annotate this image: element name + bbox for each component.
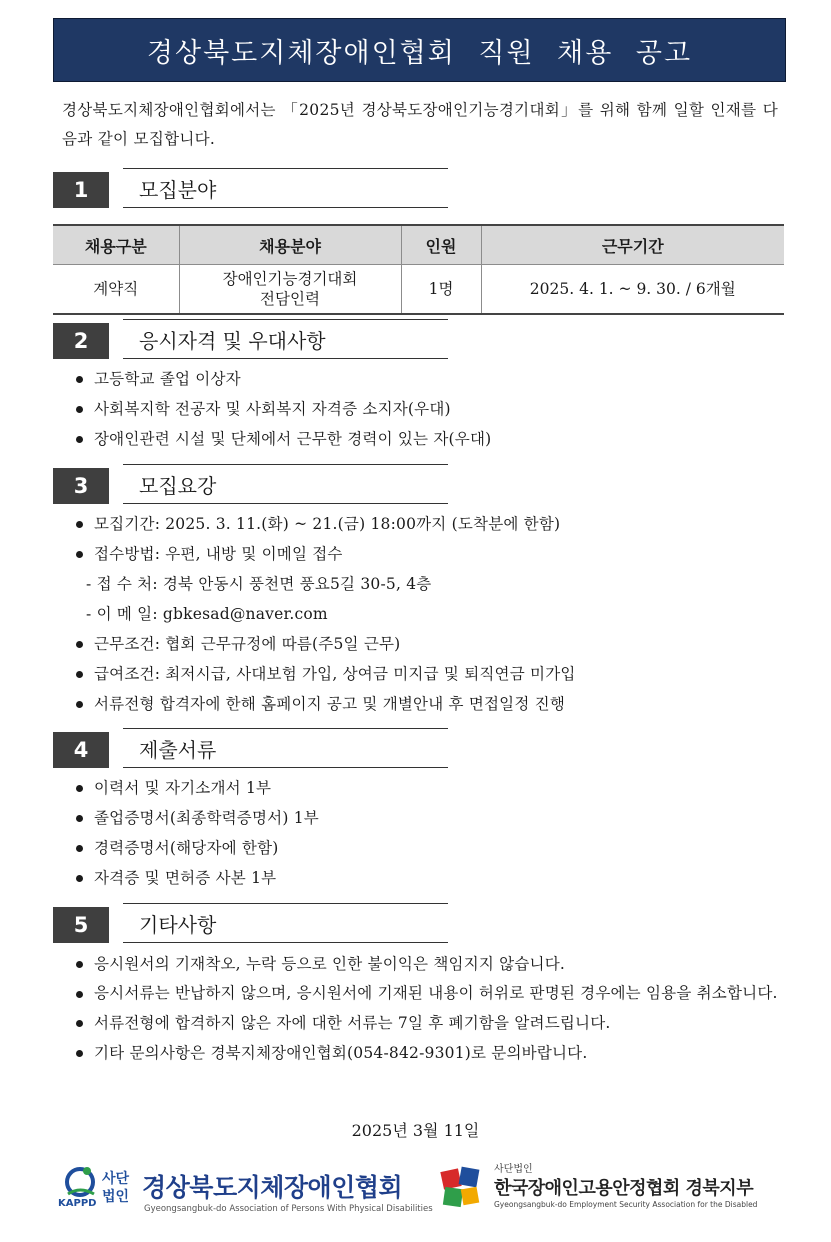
table-header-row bbox=[53, 225, 784, 265]
qualification-list bbox=[72, 364, 782, 454]
list-item: 근무조건: 협회 근무규정에 따름(주5일 근무) bbox=[72, 629, 782, 659]
logo-name: 경상북도지체장애인협회 bbox=[142, 1173, 403, 1202]
section-title: 제출서류 bbox=[123, 728, 448, 768]
cell-count: 1명 bbox=[401, 265, 481, 315]
page-title: 경상북도지체장애인협회 직원 채용 공고 bbox=[53, 18, 786, 82]
table-row bbox=[53, 265, 784, 315]
section-number: 1 bbox=[53, 172, 109, 208]
section-5-header bbox=[53, 907, 453, 943]
section-title: 모집요강 bbox=[123, 464, 448, 504]
list-item: 응시원서의 기재착오, 누락 등으로 인한 불이익은 책임지지 않습니다. bbox=[72, 949, 782, 979]
section-2-header bbox=[53, 323, 453, 359]
cell-type: 계약직 bbox=[53, 265, 179, 315]
list-item: 장애인관련 시설 및 단체에서 근무한 경력이 있는 자(우대) bbox=[72, 424, 782, 454]
list-item: 기타 문의사항은 경북지체장애인협회(054-842-9301)로 문의바랍니다. bbox=[72, 1038, 782, 1068]
logo-prefix: 사단법인 bbox=[494, 1164, 533, 1175]
section-3-header bbox=[53, 468, 453, 504]
logo-prefix bbox=[102, 1170, 129, 1206]
guideline-list bbox=[72, 509, 782, 719]
puzzle-emblem-icon bbox=[438, 1160, 486, 1214]
employment-association-logo bbox=[438, 1158, 778, 1220]
list-item: 서류전형에 합격하지 않은 자에 대한 서류는 7일 후 폐기함을 알려드립니다. bbox=[72, 1008, 782, 1038]
list-item: 모집기간: 2025. 3. 11.(화) ~ 21.(금) 18:00까지 (도착분에 한함) bbox=[72, 509, 782, 539]
section-number: 5 bbox=[53, 907, 109, 943]
cell-field bbox=[179, 265, 401, 315]
logo-name: 한국장애인고용안정협회 경북지부 bbox=[494, 1178, 754, 1199]
logo-english: Gyeongsangbuk-do Association of Persons With Physical Disabilities bbox=[144, 1204, 433, 1214]
recruit-table bbox=[53, 224, 784, 315]
list-subitem: - 접 수 처: 경북 안동시 풍천면 풍요5길 30-5, 4층 bbox=[86, 575, 432, 593]
field-line: 장애인기능경기대회 bbox=[222, 270, 358, 288]
section-number: 3 bbox=[53, 468, 109, 504]
section-1-header bbox=[53, 172, 453, 208]
list-item: 서류전형 합격자에 한해 홈페이지 공고 및 개별안내 후 면접일정 진행 bbox=[72, 689, 782, 719]
column-header: 근무기간 bbox=[481, 225, 784, 265]
section-4-header bbox=[53, 732, 453, 768]
list-item: 사회복지학 전공자 및 사회복지 자격증 소지자(우대) bbox=[72, 394, 782, 424]
logo-english: Gyeongsangbuk-do Employment Security Association for the Disabled bbox=[494, 1200, 758, 1209]
other-notes-list bbox=[72, 949, 782, 1068]
column-header: 채용구분 bbox=[53, 225, 179, 265]
section-title: 응시자격 및 우대사항 bbox=[123, 319, 448, 359]
intro-paragraph: 경상북도지체장애인협회에서는 「2025년 경상북도장애인기능경기대회」를 위해 함께 일할 인재를 다음과 같이 모집합니다. bbox=[62, 101, 778, 148]
list-item: 자격증 및 면허증 사본 1부 bbox=[72, 863, 782, 893]
kappd-logo bbox=[58, 1160, 433, 1222]
section-number: 2 bbox=[53, 323, 109, 359]
list-item: 고등학교 졸업 이상자 bbox=[72, 364, 782, 394]
section-title: 모집분야 bbox=[123, 168, 448, 208]
section-title: 기타사항 bbox=[123, 903, 448, 943]
section-number: 4 bbox=[53, 732, 109, 768]
column-header: 인원 bbox=[401, 225, 481, 265]
kappd-badge: KAPPD bbox=[58, 1198, 97, 1209]
list-item: 경력증명서(해당자에 한함) bbox=[72, 833, 782, 863]
field-line: 전담인력 bbox=[260, 290, 320, 308]
list-item: 급여조건: 최저시급, 사대보험 가입, 상여금 미지급 및 퇴직연금 미가입 bbox=[72, 659, 782, 689]
cell-period: 2025. 4. 1. ~ 9. 30. / 6개월 bbox=[481, 265, 784, 315]
list-subitem: - 이 메 일: gbkesad@naver.com bbox=[86, 605, 328, 623]
list-item: 응시서류는 반납하지 않으며, 응시원서에 기재된 내용이 허위로 판명된 경우에는 임용을 취소합니다. bbox=[72, 979, 782, 1008]
document-list bbox=[72, 773, 782, 893]
announcement-date: 2025년 3월 11일 bbox=[351, 1121, 480, 1140]
list-item: 접수방법: 우편, 내방 및 이메일 접수 bbox=[72, 539, 782, 569]
list-item: 졸업증명서(최종학력증명서) 1부 bbox=[72, 803, 782, 833]
column-header: 채용분야 bbox=[179, 225, 401, 265]
logo-prefix-bottom: 법인 bbox=[102, 1189, 130, 1205]
logo-prefix-top: 사단 bbox=[102, 1171, 130, 1187]
list-item: 이력서 및 자기소개서 1부 bbox=[72, 773, 782, 803]
